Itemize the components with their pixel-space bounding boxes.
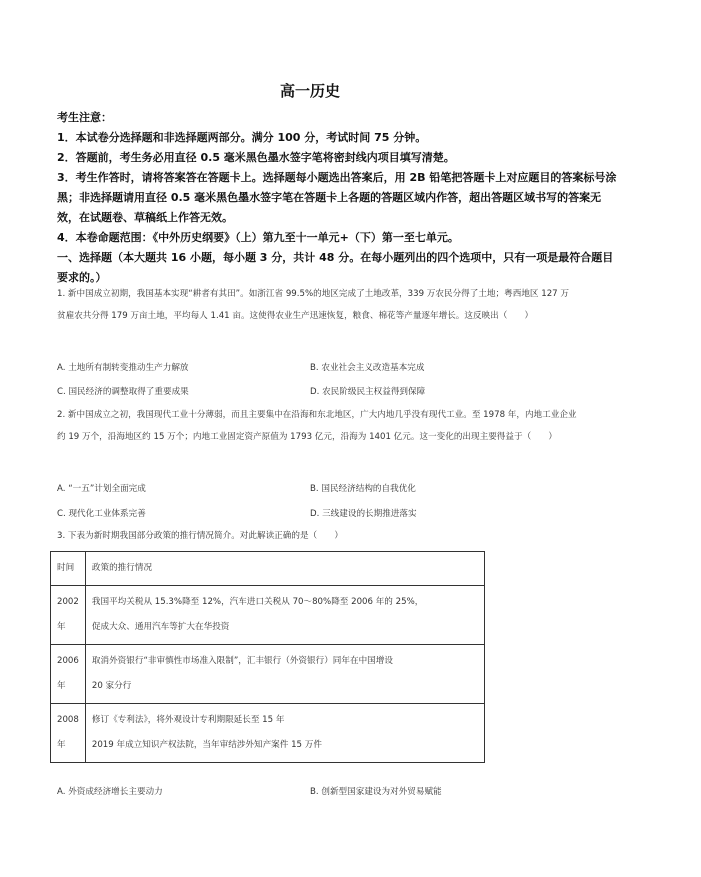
table-content-line: 我国平均关税从 15.3%降至 12%，汽车进口关税从 70～80%降至 2006 年的 25%，: [91, 597, 424, 607]
table-header-cell: 时间: [51, 552, 86, 586]
question-3-option-b: B. 创新型国家建设为对外贸易赋能: [310, 787, 442, 797]
question-3-stem: 3. 下表为新时期我国部分政策的推行情况简介。对此解读正确的是（ ）: [57, 531, 343, 541]
notice-item-3: 3．考生作答时，请将答案答在答题卡上。选择题每小题选出答案后，用 2B 铅笔把答题卡上对应题目的答案标号涂黑；非选择题请用直径 0.5 毫米黑色墨水签字笔在答题卡上各题的答题区域内作答，超出答题区域书写的答案无效，在试题卷、草稿纸上作答无效。: [57, 171, 617, 224]
table-content-line: 取消外资银行“非审慎性市场准入限制”，汇丰银行（外资银行）同年在中国增设: [91, 656, 393, 666]
table-content-line: 20 家分行: [91, 681, 132, 691]
section-heading: 一、选择题（本大题共 16 小题，每小题 3 分，共计 48 分。在每小题列出的四个选项中，只有一项是最符合题目要求的。）: [57, 251, 614, 284]
page-title: 高一历史: [279, 82, 340, 100]
notice-item-2: 2．答题前，考生务必用直径 0.5 毫米黑色墨水签字笔将密封线内项目填写清楚。: [57, 151, 455, 164]
table-year-cell: 2008年: [51, 704, 86, 763]
question-2-option-b: B. 国民经济结构的自我优化: [310, 484, 416, 494]
notice-item-1: 1．本试卷分选择题和非选择题两部分。满分 100 分，考试时间 75 分钟。: [57, 131, 427, 144]
question-1-option-b: B. 农业社会主义改造基本完成: [310, 363, 425, 373]
table-content-cell: [85, 586, 484, 645]
table-content-cell: [85, 645, 484, 704]
notice-heading: 考生注意：: [57, 111, 112, 124]
question-2-option-c: C. 现代化工业体系完善: [57, 509, 146, 519]
question-2-stem: 2. 新中国成立之初，我国现代工业十分薄弱，而且主要集中在沿海和东北地区，广大内地几乎没有现代工业。至 1978 年，内地工业企业约 19 万个，沿海地区约 15 万个；内地工业固定资产原值为 1793 亿元，沿海为 1401 亿元。这一变化的出现主要得益于（ ）: [57, 410, 577, 442]
question-2-option-d: D. 三线建设的长期推进落实: [310, 509, 417, 519]
table-header-row: [51, 552, 485, 586]
question-1-option-d: D. 农民阶级民主权益得到保障: [310, 387, 426, 397]
notice-item-4: 4．本卷命题范围：《中外历史纲要》（上）第九至十一单元+（下）第一至七单元。: [57, 231, 459, 244]
question-1-option-c: C. 国民经济的调整取得了重要成果: [57, 387, 189, 397]
question-2-option-a: A. “一五”计划全面完成: [57, 484, 146, 494]
table-year-cell: 2002年: [51, 586, 86, 645]
table-content-line: 修订《专利法》，将外观设计专利期限延长至 15 年: [91, 715, 285, 725]
table-year-cell: 2006年: [51, 645, 86, 704]
question-1-stem: 1. 新中国成立初期，我国基本实现“耕者有其田”。如浙江省 99.5%的地区完成了土地改革，339 万农民分得了土地；粤西地区 127 万贫雇农共分得 179 万亩土地，平均每人 1.41 亩。这使得农业生产迅速恢复，粮食、棉花等产量逐年增长。这反映出（ ）: [57, 289, 569, 321]
table-row: [51, 704, 485, 763]
table-content-line: 促成大众、通用汽车等扩大在华投资: [91, 622, 230, 632]
table-content-cell: [85, 704, 484, 763]
table-row: [51, 586, 485, 645]
question-1-option-a: A. 土地所有制转变推动生产力解放: [57, 363, 189, 373]
table-header-cell: 政策的推行情况: [85, 552, 484, 586]
table-content-line: 2019 年成立知识产权法院，当年审结涉外知产案件 15 万件: [91, 740, 322, 750]
question-3-option-a: A. 外资成经济增长主要动力: [57, 787, 163, 797]
policy-table: [50, 551, 485, 763]
table-row: [51, 645, 485, 704]
